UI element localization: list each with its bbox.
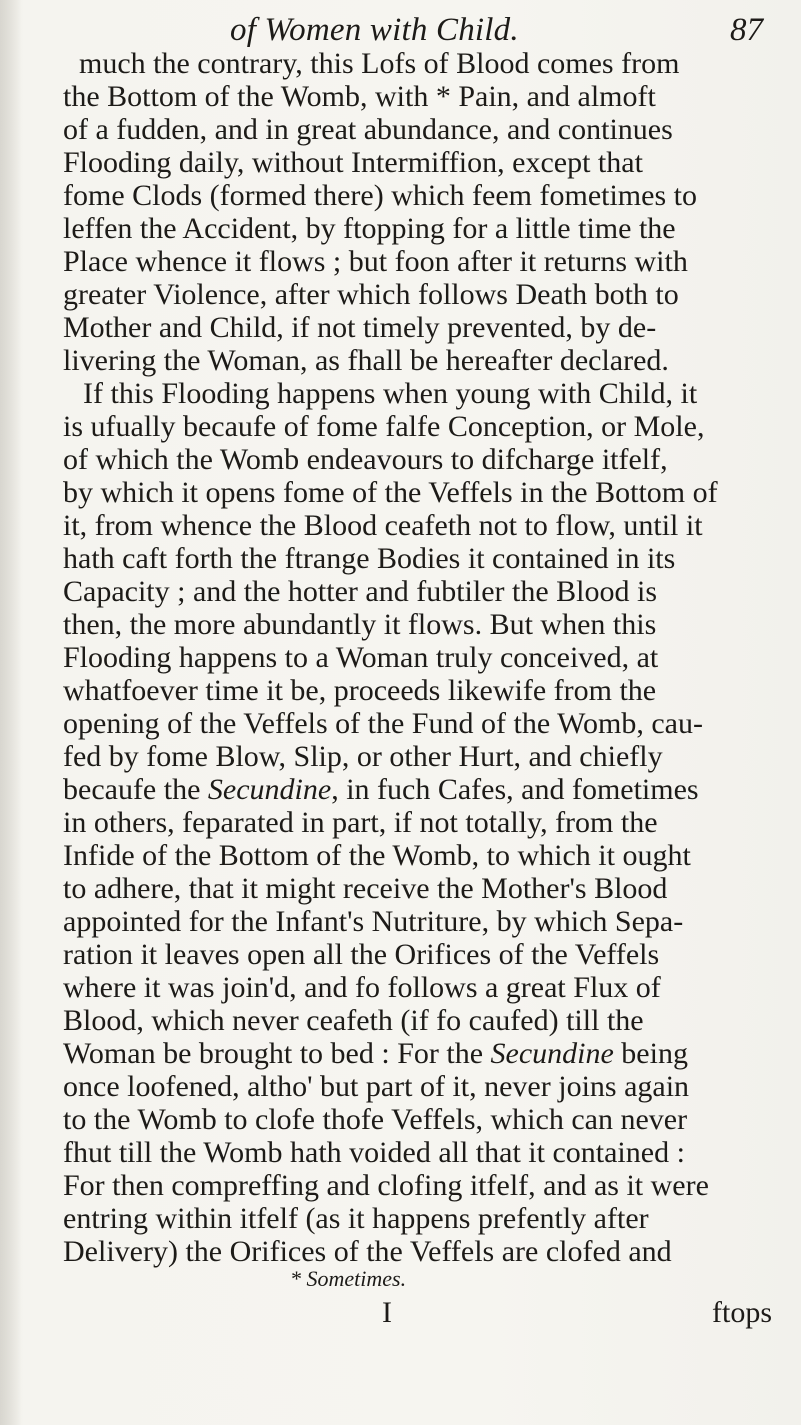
running-title: of Women with Child. <box>230 12 519 48</box>
text-line: it, from whence the Blood ceafeth not to flow, until it <box>63 509 703 542</box>
text-line: once loofened, altho' but part of it, never joins again <box>63 1070 690 1103</box>
signature-mark: I <box>382 1296 392 1329</box>
catchword: ftops <box>712 1296 772 1329</box>
text-line: Delivery) the Orifices of the Veffels are clofed and <box>63 1235 672 1268</box>
text-line: Infide of the Bottom of the Womb, to which it ought <box>63 839 691 872</box>
text-line: Blood, which never ceafeth (if fo caufed) till the <box>63 1004 644 1037</box>
text-line: becaufe the Secundine, in fuch Cafes, and fometimes <box>63 773 699 806</box>
text-line: where it was join'd, and fo follows a great Flux of <box>63 971 661 1004</box>
text-line: fhut till the Womb hath voided all that it contained : <box>63 1136 685 1169</box>
footnote: * Sometimes. <box>290 1266 407 1291</box>
italic-term: Secundine <box>207 773 332 806</box>
page-number: 87 <box>730 12 763 48</box>
text-line: much the contrary, this Lofs of Blood comes from <box>79 47 680 80</box>
text-line: fed by fome Blow, Slip, or other Hurt, and chiefly <box>63 740 663 773</box>
text-line: Mother and Child, if not timely prevented, by de- <box>63 311 657 344</box>
text-line: livering the Woman, as fhall be hereafter declared. <box>63 344 669 377</box>
text-line: If this Flooding happens when young with Child, it <box>83 377 698 410</box>
text-line: to adhere, that it might receive the Mother's Blood <box>63 872 668 905</box>
text-line: greater Violence, after which follows Death both to <box>63 278 679 311</box>
text-line: the Bottom of the Womb, with * Pain, and almoft <box>63 80 656 113</box>
italic-term: Secundine <box>490 1037 614 1070</box>
text-line: then, the more abundantly it flows. But when this <box>63 608 657 641</box>
text-line: appointed for the Infant's Nutriture, by which Sepa- <box>63 905 684 938</box>
text-line: of which the Womb endeavours to difcharge itfelf, <box>63 443 668 476</box>
text-line: Flooding happens to a Woman truly conceived, at <box>63 641 659 674</box>
text-line: in others, feparated in part, if not totally, from the <box>63 806 658 839</box>
text-line: of a fudden, and in great abundance, and continues <box>63 113 673 146</box>
text-line: leffen the Accident, by ftopping for a little time the <box>63 212 676 245</box>
text-line: For then compreffing and clofing itfelf, and as it were <box>63 1169 709 1202</box>
text-line: entring within itfelf (as it happens prefently after <box>63 1202 649 1235</box>
text-line: Capacity ; and the hotter and fubtiler the Blood is <box>63 575 658 608</box>
text-line: Woman be brought to bed : For the Secundine being <box>63 1037 688 1070</box>
text-line: to the Womb to clofe thofe Veffels, which can never <box>63 1103 688 1136</box>
text-line: by which it opens fome of the Veffels in the Bottom of <box>63 476 718 509</box>
text-line: is ufually becaufe of fome falfe Conception, or Mole, <box>63 410 705 443</box>
text-line: Place whence it flows ; but foon after it returns with <box>63 245 688 278</box>
text-line: whatfoever time it be, proceeds likewife from the <box>63 674 657 707</box>
page-gutter-shadow <box>0 0 22 1425</box>
text-line: hath caft forth the ftrange Bodies it contained in its <box>63 542 676 575</box>
text-line: opening of the Veffels of the Fund of the Womb, cau- <box>63 707 703 740</box>
text-line: ration it leaves open all the Orifices of the Veffels <box>63 938 660 971</box>
text-line: Flooding daily, without Intermiffion, except that <box>63 146 643 179</box>
text-line: fome Clods (formed there) which feem fometimes to <box>63 179 697 212</box>
